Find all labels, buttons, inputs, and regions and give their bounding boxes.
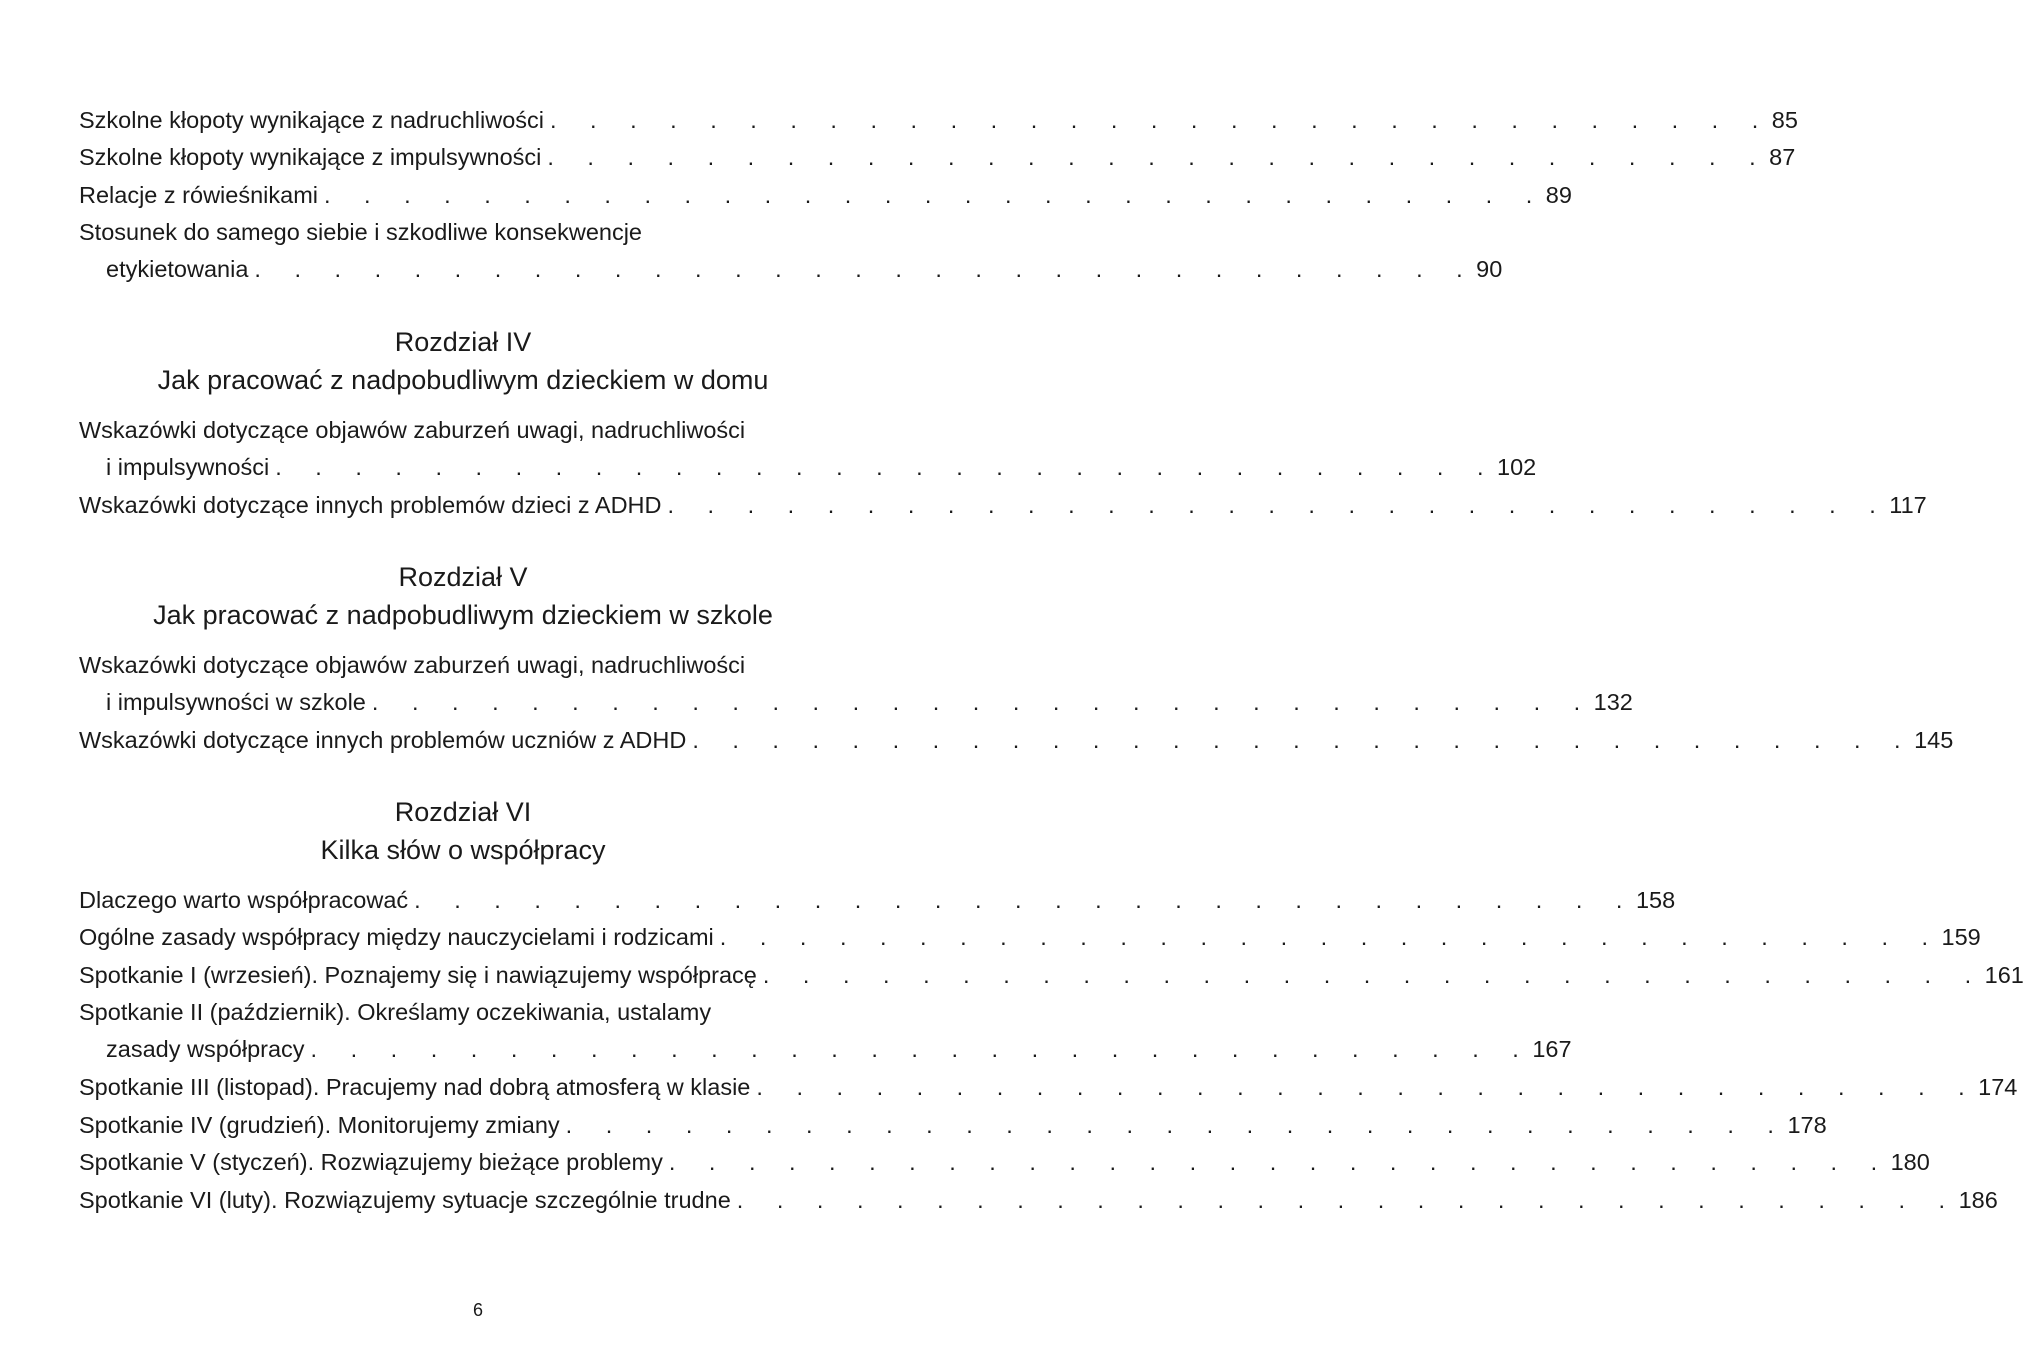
leader-dots: . . . . . . . . . . . . . . . . . . . . . . . . . . . . . . . bbox=[756, 1074, 1979, 1100]
toc-page-number: 186 bbox=[1958, 1187, 1998, 1213]
toc-entry-title-continued: etykietowania bbox=[106, 256, 249, 282]
toc-entry bbox=[79, 722, 1954, 759]
leader-dots: . . . . . . . . . . . . . . . . . . . . . . . . . . . . . . . bbox=[275, 454, 1498, 480]
toc-page-number: 178 bbox=[1787, 1112, 1827, 1138]
toc-entry-title: Spotkanie VI (luty). Rozwiązujemy sytuacje szczególnie trudne bbox=[79, 1187, 731, 1213]
toc-entry-title-continued: zasady współpracy bbox=[106, 1036, 305, 1062]
leader-dots: . . . . . . . . . . . . . . . . . . . . . . . . . . . . . . . bbox=[547, 144, 1770, 170]
toc-page-number: 167 bbox=[1532, 1036, 1572, 1062]
chapter-heading bbox=[79, 558, 847, 634]
toc-entry bbox=[79, 647, 1633, 721]
toc-entry bbox=[79, 487, 1927, 524]
toc-entry bbox=[79, 957, 2024, 994]
chapter-number: Rozdział IV bbox=[394, 327, 532, 357]
chapter-title: Kilka słów o współpracy bbox=[320, 835, 606, 865]
toc-page-number: 87 bbox=[1769, 144, 1796, 170]
chapter-heading bbox=[79, 323, 847, 399]
toc-entry bbox=[79, 102, 1798, 139]
leader-dots: . . . . . . . . . . . . . . . . . . . . . . . . . . . . . . . bbox=[667, 492, 1890, 518]
leader-dots: . . . . . . . . . . . . . . . . . . . . . . . . . . . . . . . bbox=[550, 107, 1772, 133]
toc-entry bbox=[79, 1182, 1998, 1219]
chapter-number: Rozdział VI bbox=[394, 797, 532, 827]
toc-entry bbox=[79, 214, 1503, 288]
leader-dots: . . . . . . . . . . . . . . . . . . . . . . . . . . . . . . . bbox=[324, 182, 1546, 208]
toc-entry-title: Spotkanie III (listopad). Pracujemy nad dobrą atmosferą w klasie bbox=[79, 1074, 751, 1100]
leader-dots: . . . . . . . . . . . . . . . . . . . . . . . . . . . . . . . bbox=[692, 727, 1915, 753]
leader-dots: . . . . . . . . . . . . . . . . . . . . . . . . . . . . . . . bbox=[668, 1149, 1891, 1175]
toc-entry-title: Wskazówki dotyczące innych problemów uczniów z ADHD bbox=[79, 727, 687, 753]
toc-entry-title: Wskazówki dotyczące objawów zaburzeń uwagi, nadruchliwości bbox=[79, 652, 746, 678]
toc-page-number: 117 bbox=[1889, 492, 1927, 518]
toc-entry-title: Szkolne kłopoty wynikające z nadruchliwości bbox=[79, 107, 544, 133]
toc-entry-title-continued: i impulsywności bbox=[106, 454, 270, 480]
leader-dots: . . . . . . . . . . . . . . . . . . . . . . . . . . . . . . . bbox=[719, 924, 1942, 950]
toc-entry bbox=[79, 1144, 1930, 1181]
leader-dots: . . . . . . . . . . . . . . . . . . . . . . . . . . . . . . . bbox=[736, 1187, 1959, 1213]
toc-entry bbox=[79, 919, 1981, 956]
toc-entry bbox=[79, 1069, 2018, 1106]
toc-page-number: 180 bbox=[1890, 1149, 1930, 1175]
toc-entry bbox=[79, 412, 1537, 486]
toc-entry-title: Wskazówki dotyczące innych problemów dzieci z ADHD bbox=[79, 492, 662, 518]
toc-entry bbox=[79, 994, 1572, 1068]
toc-entry-title: Wskazówki dotyczące objawów zaburzeń uwagi, nadruchliwości bbox=[79, 417, 746, 443]
chapter-title: Jak pracować z nadpobudliwym dzieckiem w domu bbox=[157, 365, 769, 395]
toc-page-number: 145 bbox=[1914, 727, 1954, 753]
toc-page-number: 85 bbox=[1771, 107, 1798, 133]
toc-entry-title-continued: i impulsywności w szkole bbox=[106, 689, 366, 715]
toc-page-number: 102 bbox=[1497, 454, 1537, 480]
toc-entry-title: Szkolne kłopoty wynikające z impulsywności bbox=[79, 144, 542, 170]
toc-page-number: 89 bbox=[1545, 182, 1572, 208]
toc-entry-title: Spotkanie V (styczeń). Rozwiązujemy bieżące problemy bbox=[79, 1149, 663, 1175]
chapter-number: Rozdział V bbox=[398, 562, 528, 592]
leader-dots: . . . . . . . . . . . . . . . . . . . . . . . . . . . . . . . bbox=[762, 962, 1985, 988]
toc-entry-title: Spotkanie II (październik). Określamy oczekiwania, ustalamy bbox=[79, 999, 712, 1025]
leader-dots: . . . . . . . . . . . . . . . . . . . . . . . . . . . . . . . bbox=[371, 689, 1594, 715]
toc-entry-title: Spotkanie I (wrzesień). Poznajemy się i nawiązujemy współpracę bbox=[79, 962, 757, 988]
leader-dots: . . . . . . . . . . . . . . . . . . . . . . . . . . . . . . . bbox=[254, 256, 1477, 282]
page-number: 6 bbox=[472, 1300, 483, 1320]
toc-entry bbox=[79, 1107, 1827, 1144]
toc-entry bbox=[79, 177, 1572, 214]
toc-page-number: 158 bbox=[1635, 887, 1676, 913]
toc-entry-title: Spotkanie IV (grudzień). Monitorujemy zmiany bbox=[79, 1112, 560, 1138]
toc-entry-title: Dlaczego warto współpracować bbox=[79, 887, 409, 913]
toc-page-number: 90 bbox=[1476, 256, 1503, 282]
chapter-heading bbox=[79, 793, 847, 869]
leader-dots: . . . . . . . . . . . . . . . . . . . . . . . . . . . . . . . bbox=[414, 887, 1636, 913]
toc-entry bbox=[79, 139, 1796, 176]
toc-page-number: 159 bbox=[1941, 924, 1981, 950]
toc-entry-title: Relacje z rówieśnikami bbox=[79, 182, 318, 208]
toc-entry bbox=[79, 882, 1676, 919]
chapter-title: Jak pracować z nadpobudliwym dzieckiem w szkole bbox=[153, 600, 773, 630]
toc-entry-title: Ogólne zasady współpracy między nauczycielami i rodzicami bbox=[79, 924, 714, 950]
leader-dots: . . . . . . . . . . . . . . . . . . . . . . . . . . . . . . . bbox=[310, 1036, 1533, 1062]
toc-page-number: 174 bbox=[1978, 1074, 2018, 1100]
toc-page-number: 161 bbox=[1984, 962, 2024, 988]
toc-entry-title: Stosunek do samego siebie i szkodliwe konsekwencje bbox=[79, 219, 643, 245]
toc-page-number: 132 bbox=[1593, 689, 1633, 715]
leader-dots: . . . . . . . . . . . . . . . . . . . . . . . . . . . . . . . bbox=[565, 1112, 1788, 1138]
